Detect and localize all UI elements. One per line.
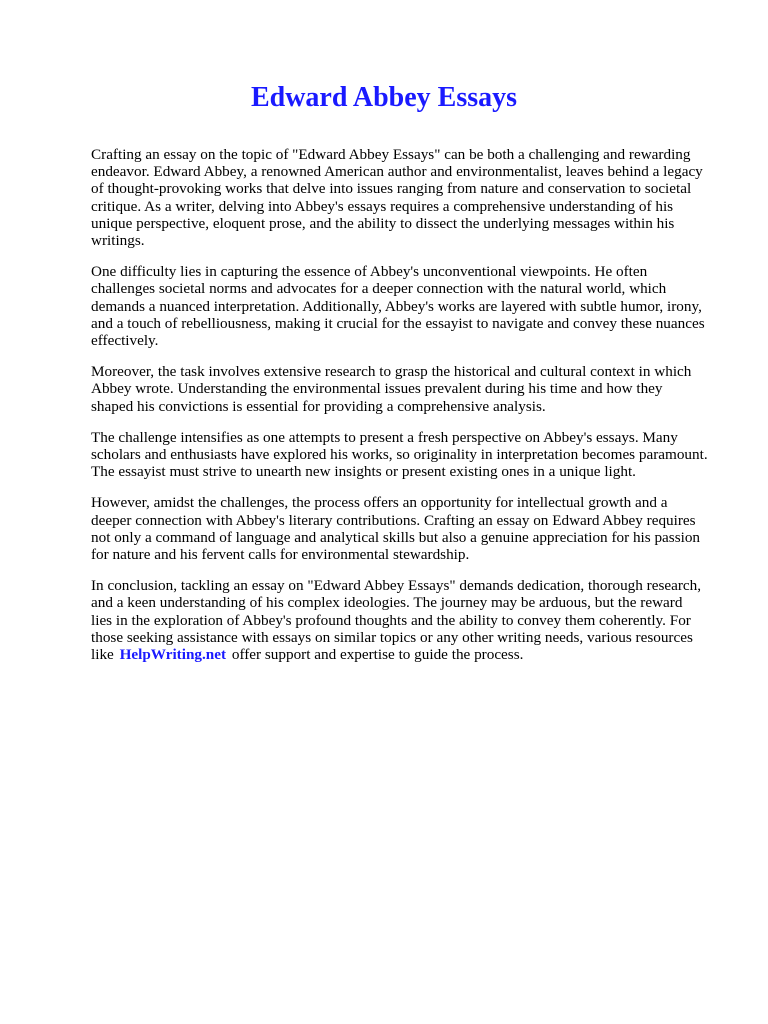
paragraph-line: and a touch of rebelliousness, making it crucial for the essayist to navigate and convey these nuances (91, 314, 705, 332)
paragraph-line: The challenge intensifies as one attempts to present a fresh perspective on Abbey's essays. Many (91, 428, 678, 446)
paragraph-line: unique perspective, eloquent prose, and the ability to dissect the underlying messages within his (91, 214, 675, 232)
paragraph-line: endeavor. Edward Abbey, a renowned American author and environmentalist, leaves behind a legacy (91, 163, 703, 181)
paragraph-line: One difficulty lies in capturing the essence of Abbey's unconventional viewpoints. He often (91, 263, 648, 281)
paragraph-line: effectively. (91, 332, 159, 350)
paragraph-line: of thought-provoking works that delve into issues ranging from nature and conservation to societal (91, 180, 692, 198)
paragraph-line: not only a command of language and analytical skills but also a genuine appreciation for his passion (91, 528, 701, 546)
paragraph-line: shaped his convictions is essential for providing a comprehensive analysis. (91, 397, 546, 415)
paragraph-line: demands a nuanced interpretation. Additionally, Abbey's works are layered with subtle humor, irony, (91, 297, 702, 315)
paragraph-line: for nature and his fervent calls for environmental stewardship. (91, 546, 470, 564)
paragraph-line: deeper connection with Abbey's literary contributions. Crafting an essay on Edward Abbey requires (91, 511, 696, 529)
paragraph-line: writings. (91, 232, 145, 250)
paragraph-line: lies in the exploration of Abbey's profound thoughts and the ability to convey them coherently. For (91, 611, 691, 629)
paragraph-4 (91, 429, 731, 481)
document-body (91, 146, 731, 677)
paragraph-line: challenges societal norms and advocates for a deeper connection with the natural world, which (91, 280, 667, 298)
paragraph-line: Moreover, the task involves extensive research to grasp the historical and cultural context in which (91, 363, 692, 381)
paragraph-line: In conclusion, tackling an essay on "Edward Abbey Essays" demands dedication, thorough research, (91, 577, 702, 595)
last-line-suffix: offer support and expertise to guide the process. (231, 646, 524, 664)
paragraph-line: those seeking assistance with essays on similar topics or any other writing needs, various resources (91, 628, 693, 646)
paragraph-line: scholars and enthusiasts have explored his works, so originality in interpretation becomes paramount. (91, 446, 708, 464)
paragraph-5 (91, 494, 731, 563)
paragraph-3 (91, 363, 731, 415)
paragraph-line: critique. As a writer, delving into Abbey's essays requires a comprehensive understanding of his (91, 197, 674, 215)
paragraph-line: However, amidst the challenges, the process offers an opportunity for intellectual growth and a (91, 494, 668, 512)
paragraph-last-line (91, 646, 731, 663)
paragraph-line: Crafting an essay on the topic of "Edward Abbey Essays" can be both a challenging and rewarding (91, 146, 691, 163)
paragraph-2 (91, 263, 731, 349)
paragraph-1 (91, 146, 731, 249)
paragraph-6 (91, 577, 731, 663)
helpwriting-link[interactable]: HelpWriting.net (119, 646, 227, 664)
last-line-prefix: like (91, 646, 114, 664)
paragraph-line: Abbey wrote. Understanding the environmental issues prevalent during his time and how they (91, 380, 663, 398)
paragraph-line: and a keen understanding of his complex ideologies. The journey may be arduous, but the reward (91, 594, 683, 612)
page-title: Edward Abbey Essays (250, 82, 518, 113)
paragraph-line: The essayist must strive to unearth new insights or present existing ones in a unique light. (91, 463, 636, 481)
